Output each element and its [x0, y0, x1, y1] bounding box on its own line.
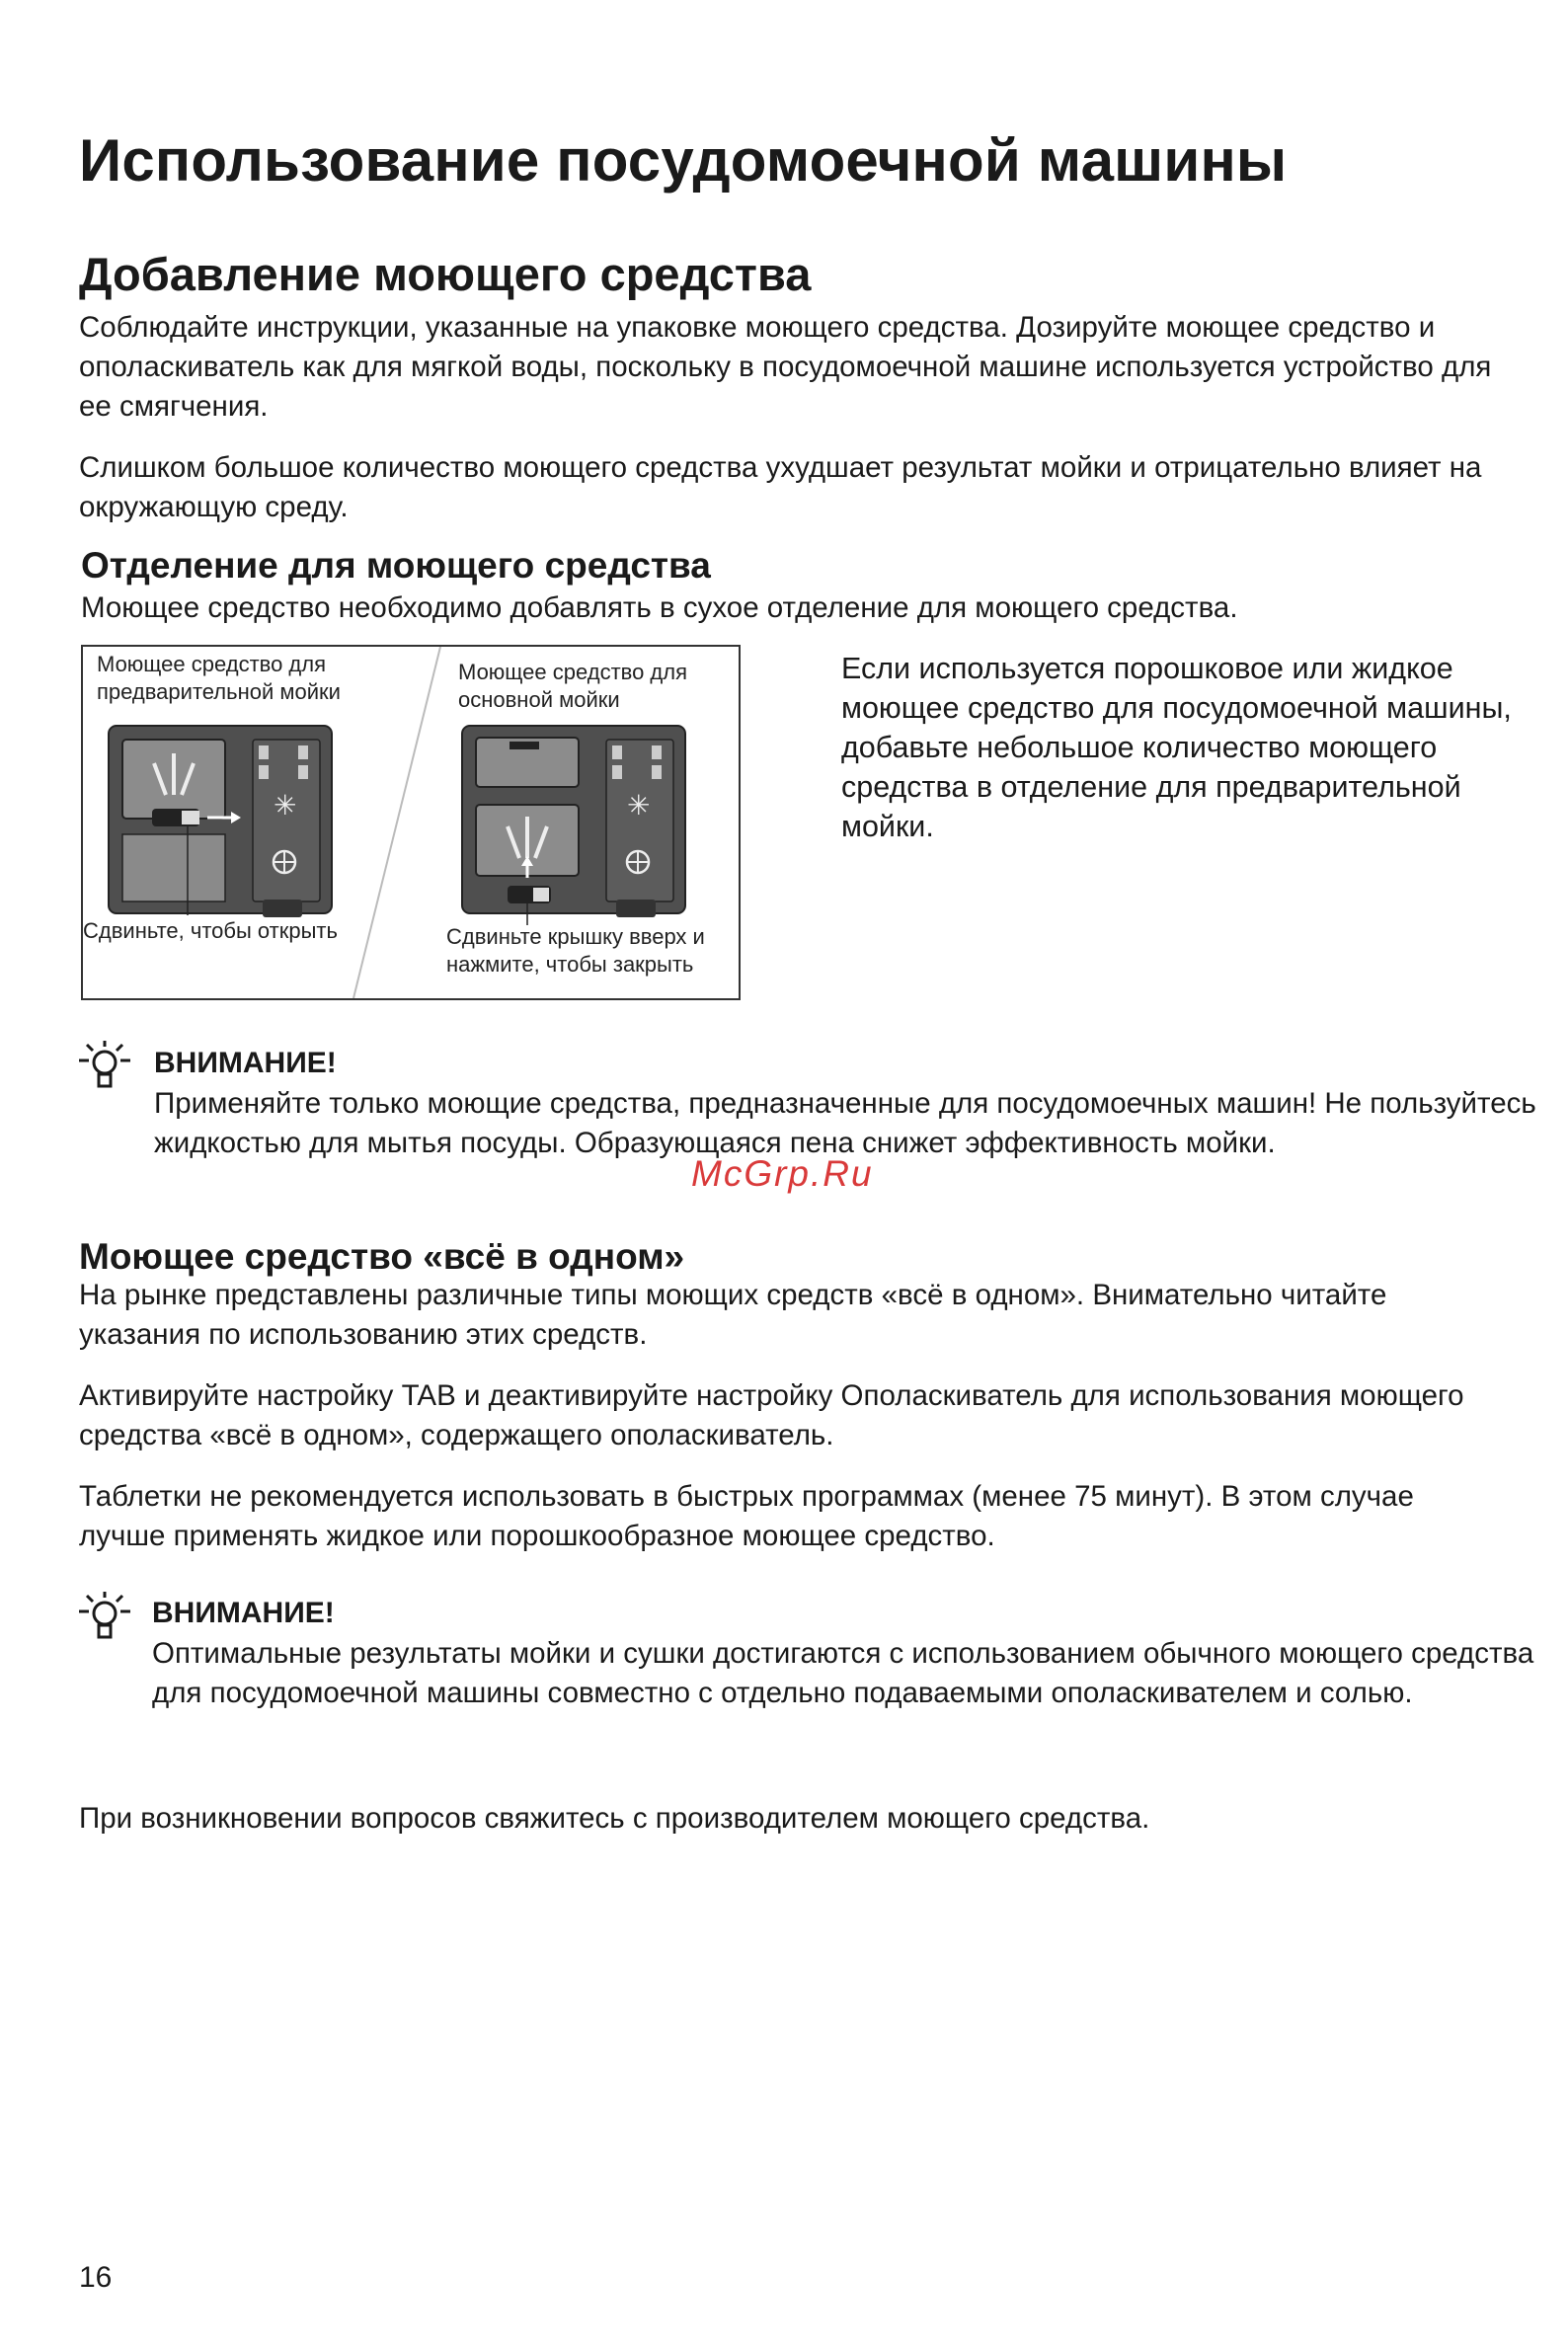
compartment-title: Отделение для моющего средства — [81, 545, 711, 586]
section-paragraph-1: Соблюдайте инструкции, указанные на упаковке моющего средства. Дозируйте моющее средство и ополаскиватель как для мягкой воды, поскольку в посудомоечной машине используется устройство для ее смягчения. — [79, 311, 1492, 423]
all-in-one-paragraph-3: Таблетки не рекомендуется использовать в быстрых программах (менее 75 минут). В этом случае лучше применять жидкое или порошкообразное моющее средство. — [79, 1480, 1414, 1552]
mainwash-label: Моющее средство для основной мойки — [458, 660, 688, 712]
all-in-one-paragraph-1: На рынке представлены различные типы моющих средств «всё в одном». Внимательно читайте указания по использованию этих средств. — [79, 1279, 1387, 1351]
right-dispenser-icon — [462, 726, 685, 925]
figure-divider — [353, 647, 440, 998]
left-dispenser-icon — [109, 726, 332, 917]
detergent-dispenser-figure — [81, 645, 741, 1000]
dispenser-drawing — [83, 647, 739, 998]
all-in-one-paragraph-2: Активируйте настройку TAB и деактивируйте настройку Ополаскиватель для использования моющего средства «всё в одном», содержащего ополаскиватель. — [79, 1379, 1464, 1451]
section-title: Добавление моющего средства — [79, 248, 812, 300]
warning-1-title: ВНИМАНИЕ! — [154, 1047, 337, 1079]
watermark: McGrp.Ru — [691, 1153, 874, 1194]
warning-2-title: ВНИМАНИЕ! — [152, 1597, 335, 1629]
warning-1-text: Применяйте только моющие средства, предназначенные для посудомоечных машин! Не пользуйтесь жидкостью для мытья посуды. Образующаяся пена снижет эффективность мойки. — [154, 1087, 1536, 1159]
lightbulb-icon — [77, 1592, 126, 1651]
compartment-subtitle: Моющее средство необходимо добавлять в сухое отделение для моющего средства. — [81, 591, 1238, 624]
page-title: Использование посудомоечной машины — [79, 127, 1288, 194]
all-in-one-title: Моющее средство «всё в одном» — [79, 1236, 685, 1277]
lightbulb-icon — [77, 1041, 126, 1100]
svg-text:✳: ✳ — [627, 789, 651, 822]
slide-close-label: Сдвиньте крышку вверх и нажмите, чтобы закрыть — [446, 924, 705, 977]
slide-open-label: Сдвиньте, чтобы открыть — [83, 918, 338, 943]
prewash-label: Моющее средство для предварительной мойки — [97, 652, 341, 704]
powder-note: Если используется порошковое или жидкое моющее средство для посудомоечной машины, добавьте небольшое количество моющего средства в отделение для предварительной мойки. — [841, 652, 1512, 843]
section-paragraph-2: Слишком большое количество моющего средства ухудшает результат мойки и отрицательно влияет на окружающую среду. — [79, 451, 1482, 523]
warning-2-text: Оптимальные результаты мойки и сушки достигаются с использованием обычного моющего средства для посудомоечной машины совместно с отдельно подаваемыми ополаскивателем и солью. — [152, 1637, 1534, 1709]
footer-note: При возникновении вопросов свяжитесь с производителем моющего средства. — [79, 1802, 1150, 1835]
svg-text:✳: ✳ — [274, 789, 297, 822]
page-number: 16 — [79, 2261, 113, 2294]
